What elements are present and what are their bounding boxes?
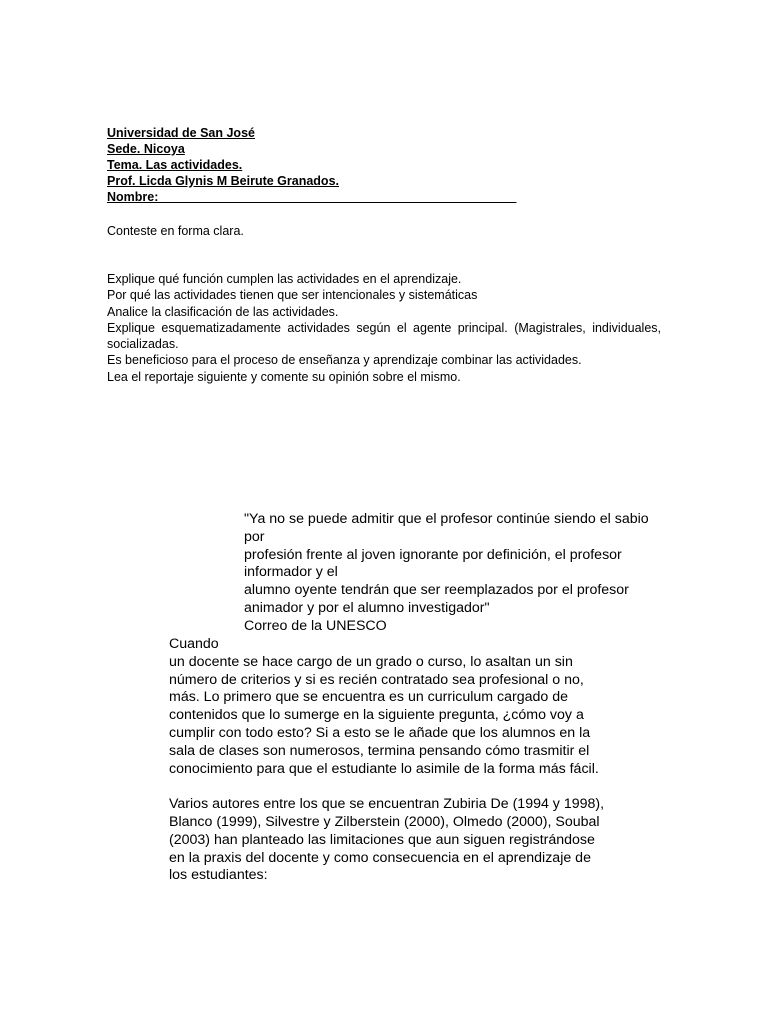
- quote-line: alumno oyente tendrán que ser reemplazados por el profesor animador y por el alumno investigador": [244, 582, 629, 616]
- document-header: [107, 125, 516, 205]
- body-paragraph: un docente se hace cargo de un grado o curso, lo asaltan un sin número de criterios y si es recién contratado sea profesional o no, más. Lo primero que se encuentra es un curriculum cargado de contenidos que lo sumerge en la siguiente pregunta, ¿cómo voy a cumplir con todo esto? Si a esto se le añade que los alumnos en la sala de clases son numerosos, termina pensando cómo trasmitir el conocimiento para que el estudiante lo asimile de la forma más fácil.: [169, 653, 599, 777]
- paragraph-spacer: [169, 778, 609, 796]
- article-body: [169, 636, 609, 885]
- question-item: Lea el reportaje siguiente y comente su opinión sobre el mismo.: [107, 369, 461, 384]
- question-item: Explique esquematizadamente actividades según el agente principal. (Magistrales, individuales, socializadas.: [107, 320, 661, 352]
- quote-source: Correo de la UNESCO: [244, 617, 387, 634]
- student-name-field: Nombre: ___________________________________________________: [107, 190, 517, 204]
- question-item: Analice la clasificación de las actividades.: [107, 304, 339, 319]
- campus-name: Sede. Nicoya: [107, 142, 185, 156]
- university-name: Universidad de San José: [107, 126, 255, 140]
- quote-line: "Ya no se puede admitir que el profesor continúe siendo el sabio por: [244, 511, 649, 545]
- paragraph-lead: Cuando: [169, 636, 219, 652]
- question-item: Por qué las actividades tienen que ser intencionales y sistemáticas: [107, 288, 478, 303]
- body-paragraph: Varios autores entre los que se encuentran Zubiria De (1994 y 1998), Blanco (1999), Silvestre y Zilberstein (2000), Olmedo (2000), Soubal (2003) han planteado las limitaciones que aun siguen registrándose en la praxis del docente y como consecuencia en el aprendizaje de los estudiantes:: [169, 796, 605, 884]
- topic-title: Tema. Las actividades.: [107, 158, 243, 172]
- instruction-text: Conteste en forma clara.: [107, 224, 244, 238]
- quote-line: profesión frente al joven ignorante por definición, el profesor informador y el: [244, 546, 622, 581]
- unesco-quote: [244, 511, 664, 636]
- question-item: Explique qué función cumplen las actividades en el aprendizaje.: [107, 272, 462, 286]
- question-list: [107, 271, 661, 385]
- question-item: Es beneficioso para el proceso de enseñanza y aprendizaje combinar las actividades.: [107, 353, 582, 368]
- professor-name: Prof. Licda Glynis M Beirute Granados.: [107, 174, 339, 188]
